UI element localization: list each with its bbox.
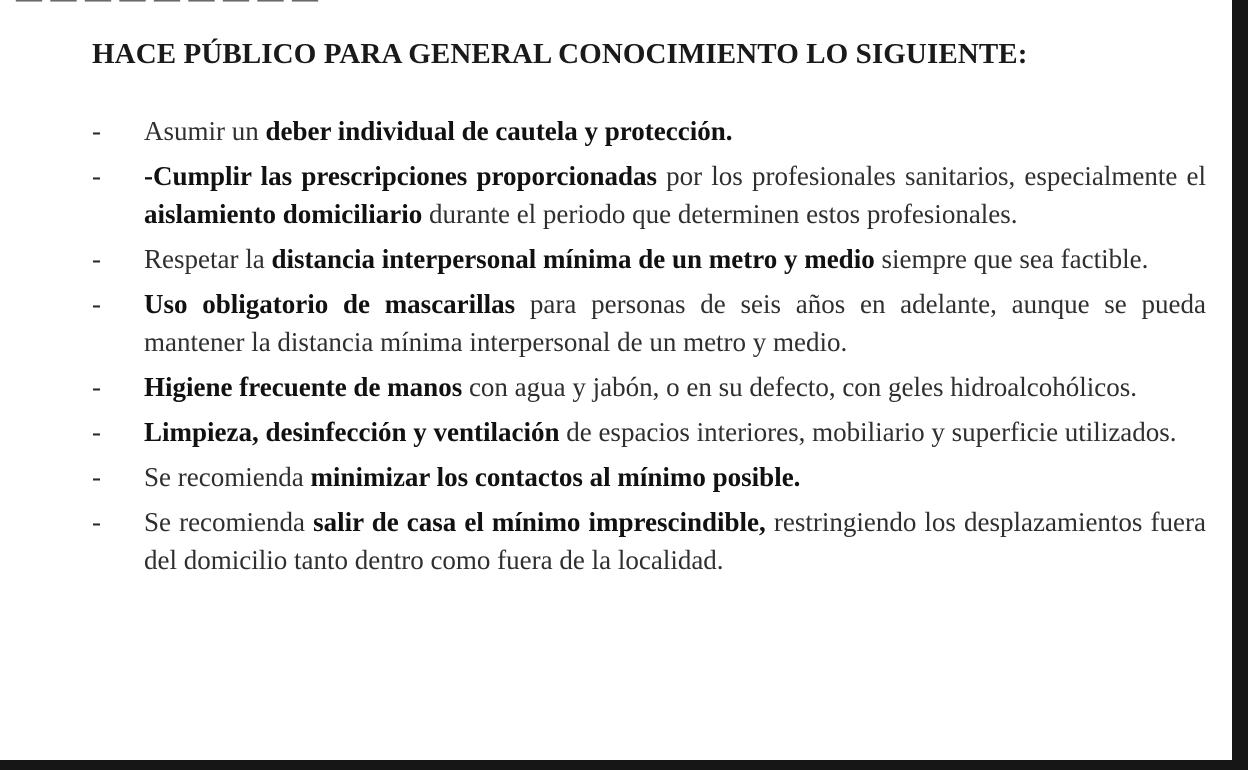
list-item-text: [144, 157, 1206, 233]
list-item-text: [144, 458, 1206, 496]
bold-segment: salir de casa el mínimo imprescindible,: [313, 507, 766, 537]
list-item-text: [144, 285, 1206, 361]
list-item-text: [144, 240, 1206, 278]
bold-segment: -Cumplir las prescripciones proporcionadas: [144, 161, 657, 191]
list-item: [0, 240, 1232, 278]
recommendations-list: [0, 112, 1232, 586]
bold-segment: Uso obligatorio de mascarillas: [144, 289, 516, 319]
bullet-dash: -: [92, 417, 101, 447]
cropped-top-line: [16, 0, 319, 14]
text-segment: para personas de seis años en adelante, aunque se pueda mantener la distancia mínima interpersonal de un metro y medio.: [144, 289, 1206, 357]
text-segment: Respetar la: [144, 244, 272, 274]
bold-segment: minimizar los contactos al mínimo posible.: [310, 462, 801, 492]
list-item-text: [144, 413, 1206, 451]
bullet-dash: -: [92, 289, 101, 319]
bullet-dash: -: [92, 116, 101, 146]
text-segment: restringiendo los desplazamientos fuera del domicilio tanto dentro como fuera de la localidad.: [144, 507, 1206, 575]
text-segment: Se recomienda: [144, 462, 311, 492]
list-item: [0, 285, 1232, 361]
bold-segment: deber individual de cautela y protección.: [265, 116, 733, 146]
list-item-text: [144, 503, 1206, 579]
text-segment: con agua y jabón, o en su defecto, con geles hidroalcohólicos.: [462, 372, 1137, 402]
list-item-text: [144, 368, 1206, 406]
list-item: [0, 157, 1232, 233]
text-segment: durante el periodo que determinen estos profesionales.: [422, 199, 1018, 229]
document-heading: HACE PÚBLICO PARA GENERAL CONOCIMIENTO LO SIGUIENTE:: [92, 38, 1028, 70]
text-segment: Se recomienda: [144, 507, 314, 537]
list-item: [0, 413, 1232, 451]
bold-segment: aislamiento domiciliario: [144, 199, 423, 229]
text-segment: por los profesionales sanitarios, especialmente el: [657, 161, 1206, 191]
bold-segment: Higiene frecuente de manos: [144, 372, 463, 402]
bullet-dash: -: [92, 507, 101, 537]
bullet-dash: -: [92, 462, 101, 492]
page-edge-bottom: [0, 760, 1248, 770]
text-segment: de espacios interiores, mobiliario y superficie utilizados.: [559, 417, 1177, 447]
text-segment: Asumir un: [144, 116, 266, 146]
list-item: [0, 458, 1232, 496]
text-segment: siempre que sea factible.: [874, 244, 1149, 274]
page-edge-right: [1232, 0, 1248, 770]
list-item: [0, 503, 1232, 579]
bullet-dash: -: [92, 372, 101, 402]
list-item: [0, 368, 1232, 406]
list-item-text: [144, 112, 1206, 150]
bullet-dash: -: [92, 244, 101, 274]
bold-segment: distancia interpersonal mínima de un metro y medio: [271, 244, 875, 274]
bullet-dash: -: [92, 161, 101, 191]
list-item: [0, 112, 1232, 150]
bold-segment: Limpieza, desinfección y ventilación: [144, 417, 560, 447]
